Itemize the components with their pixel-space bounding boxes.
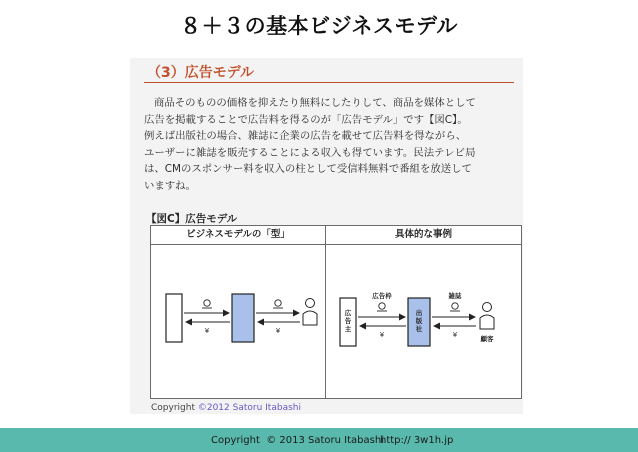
scanned-book-page <box>130 58 523 414</box>
paragraph-line: は、CMのスポンサー料を収入の柱として受信料無料で番組を放送して <box>144 163 472 175</box>
customer-icon <box>480 303 494 330</box>
publisher-label-1: 出 <box>415 309 423 317</box>
ad-slot-icon <box>377 303 387 311</box>
magazine-label: 雑誌 <box>448 292 462 300</box>
advertiser-label-3: 主 <box>344 325 352 333</box>
paragraph-line: 広告を掲載することで広告料を得るのが「広告モデル」です【図C】。 <box>144 113 468 126</box>
section-rule <box>144 82 514 83</box>
section-heading: （3）広告モデル <box>147 65 255 81</box>
generic-ad-slot-icon <box>202 300 212 308</box>
footer-url: http:// 3w1h.jp <box>380 435 454 446</box>
figure-copyright-prefix: Copyright <box>151 403 195 413</box>
ad-model-figure <box>150 225 522 399</box>
publisher-label-3: 社 <box>415 325 423 333</box>
figure-caption: 【図C】広告モデル <box>146 213 238 225</box>
generic-yen-right: ¥ <box>275 327 281 335</box>
figure-copyright-owner: ©2012 Satoru Itabashi <box>197 403 301 413</box>
magazine-icon <box>450 303 460 311</box>
paragraph-line: 例えば出版社の場合、雑誌に企業の広告を載せて広告料を得ながら、 <box>144 130 467 142</box>
advertiser-label-2: 告 <box>344 317 352 325</box>
footer-copyright: Copyright © 2013 Satoru Itabashi <box>211 435 384 446</box>
ad-slot-label: 広告枠 <box>372 292 392 300</box>
paragraph-line: ユーザーに雑誌を販売することによる収入も得ています。民法テレビ局 <box>144 146 476 159</box>
figure-left-header: ビジネスモデルの「型」 <box>151 226 325 245</box>
advertiser-label-1: 広 <box>344 309 352 317</box>
customer-label: 顧客 <box>480 335 494 343</box>
footer-bar <box>0 428 638 452</box>
figure-copyright <box>151 403 301 413</box>
figure-diagram <box>151 245 521 397</box>
body-paragraph <box>144 95 514 194</box>
ad-fee-yen: ¥ <box>379 331 385 339</box>
paragraph-line: いますね。 <box>144 179 196 192</box>
generic-product-icon <box>273 300 283 308</box>
generic-media-box <box>232 294 254 342</box>
figure-right-header: 具体的な事例 <box>326 226 521 245</box>
sales-yen: ¥ <box>452 331 458 339</box>
slide-title: ８＋３の基本ビジネスモデル <box>180 14 458 38</box>
publisher-label-2: 版 <box>415 317 423 325</box>
generic-yen-left: ¥ <box>204 327 210 335</box>
generic-advertiser-box <box>166 294 182 342</box>
paragraph-line: 商品そのものの価格を抑えたり無料にしたりして、商品を媒体として <box>154 97 476 109</box>
generic-customer-icon <box>303 299 317 326</box>
